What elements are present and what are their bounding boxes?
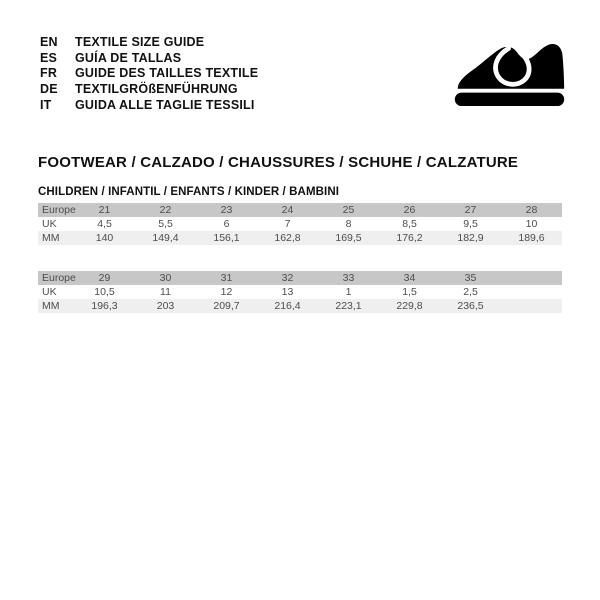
size-cell: 27 [464,204,477,216]
size-cell: 10,5 [94,286,115,298]
section-title: FOOTWEAR / CALZADO / CHAUSSURES / SCHUHE / CALZATURE [38,154,519,171]
size-cell: 30 [159,272,172,284]
language-code: FR [40,66,58,81]
language-row-de [40,81,258,97]
size-cell: 1,5 [402,286,417,298]
size-cell: 216,4 [274,300,301,312]
language-row-it [40,97,258,113]
language-code: ES [40,50,58,65]
table-row-mm [38,231,562,245]
language-code: IT [40,97,52,112]
language-title-list [40,34,258,112]
size-cell: 13 [281,286,294,298]
size-cell: 29 [98,272,111,284]
size-cell [501,299,562,313]
size-cell: 9,5 [463,218,478,230]
size-cell: 31 [220,272,233,284]
language-label: GUIDA ALLE TAGLIE TESSILI [75,97,255,112]
language-row-fr [40,65,258,81]
size-cell: 34 [403,272,416,284]
children-size-table-1 [38,203,562,245]
size-cell: 5,5 [158,218,173,230]
table-row-europe [38,271,562,285]
language-row-es [40,50,258,66]
size-cell: 24 [281,204,294,216]
language-code: EN [40,34,58,49]
size-cell: 12 [220,286,233,298]
row-label: UK [42,218,57,230]
size-cell: 11 [160,286,171,298]
size-cell: 4,5 [97,218,112,230]
size-cell: 25 [342,204,355,216]
row-label: MM [42,300,60,312]
table-row-europe [38,203,562,217]
size-cell: 6 [223,218,230,230]
language-label: TEXTILGRÖßENFÜHRUNG [75,81,238,96]
size-cell: 209,7 [213,300,240,312]
size-cell: 223,1 [335,300,362,312]
table-row-uk [38,285,562,299]
size-cell [501,285,562,299]
table-row-uk [38,217,562,231]
size-cell: 32 [281,272,294,284]
size-cell: 22 [159,204,172,216]
size-cell: 1 [345,286,352,298]
size-cell: 33 [342,272,355,284]
size-cell: 7 [284,218,291,230]
size-cell: 35 [464,272,477,284]
section-subtitle: CHILDREN / INFANTIL / ENFANTS / KINDER / BAMBINI [38,186,340,198]
language-row-en [40,34,258,50]
size-cell: 176,2 [396,232,423,244]
language-label: GUIDE DES TAILLES TEXTILE [75,66,259,81]
size-cell: 149,4 [152,232,179,244]
size-cell: 196,3 [91,300,118,312]
size-cell: 182,9 [457,232,484,244]
size-cell: 156,1 [213,232,240,244]
language-code: DE [40,81,58,96]
size-cell: 162,8 [274,232,301,244]
row-label: Europe [42,204,76,216]
language-label: GUÍA DE TALLAS [75,50,182,65]
size-cell: 8,5 [402,218,417,230]
row-label: UK [42,286,57,298]
row-label: MM [42,232,60,244]
size-cell: 8 [345,218,352,230]
size-cell: 189,6 [518,232,545,244]
children-shoe-icon [452,36,567,107]
language-label: TEXTILE SIZE GUIDE [75,34,205,49]
table-row-mm [38,299,562,313]
size-cell: 140 [95,232,114,244]
size-cell: 23 [220,204,233,216]
size-cell: 26 [403,204,416,216]
size-cell: 28 [525,204,538,216]
size-cell [501,271,562,285]
size-cell: 2,5 [463,286,478,298]
size-cell: 21 [98,204,111,216]
size-cell: 229,8 [396,300,423,312]
size-cell: 236,5 [457,300,484,312]
children-size-table-2 [38,271,562,313]
size-cell: 169,5 [335,232,362,244]
size-cell: 10 [525,218,538,230]
row-label: Europe [42,272,76,284]
size-cell: 203 [156,300,175,312]
